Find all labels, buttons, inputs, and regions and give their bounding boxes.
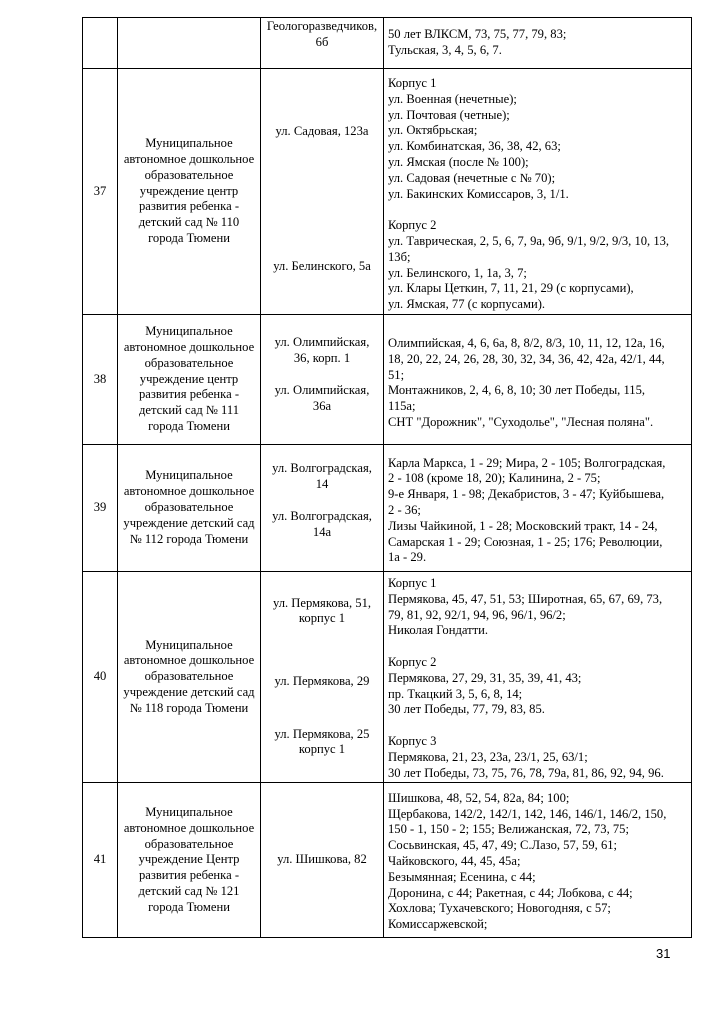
territory-line: Карла Маркса, 1 - 29; Мира, 2 - 105; Волгоградская, [388, 455, 666, 470]
territory-line: ул. Октябрьская; [388, 123, 478, 138]
territory-line: 51; [388, 367, 405, 382]
territory-line: Щербакова, 142/2, 142/1, 142, 146, 146/1, 146/2, 150, [388, 806, 667, 821]
territory-line: Чайковского, 44, 45, 45а; [388, 853, 521, 868]
address-item: ул. Пермякова, 51, корпус 1 [272, 595, 372, 626]
territory-cell [384, 571, 692, 782]
territory-line: 9-е Января, 1 - 98; Декабристов, 3 - 47; Куйбышева, [388, 487, 665, 502]
address-table [82, 17, 692, 938]
territory-line: 50 лет ВЛКСМ, 73, 75, 77, 79, 83; [388, 27, 567, 42]
address-item: ул. Олимпийская, 36, корп. 1 [274, 335, 370, 366]
territory-line: Корпус 3 [388, 733, 437, 748]
table-row [83, 314, 692, 444]
building-address [261, 69, 384, 315]
territory-line: Пермякова, 27, 29, 31, 35, 39, 41, 43; [388, 670, 582, 685]
territory-line: Самарская 1 - 29; Союзная, 1 - 25; 176; Революции, [388, 534, 663, 549]
organization-name [118, 18, 261, 69]
table-row [83, 69, 692, 315]
organization-name: Муниципальное автономное дошкольное образовательное учреждение центр развития ребенка - детский сад № 111 города Тюмени [118, 314, 261, 444]
territory-line: ул. Садовая (нечетные с № 70); [388, 170, 556, 185]
territory-line: Корпус 1 [388, 575, 437, 590]
territory-line: 79, 81, 92, 92/1, 94, 96, 96/1, 96/2; [388, 607, 566, 622]
territory-line: Тульская, 3, 4, 5, 6, 7. [388, 43, 502, 57]
address-item: ул. Белинского, 5а [273, 259, 371, 274]
territory-cell [384, 18, 692, 69]
address-item: ул. Садовая, 123а [275, 124, 369, 139]
territory-cell [384, 444, 692, 571]
territory-line: ул. Ямская (после № 100); [388, 154, 529, 169]
territory-line: Сосьвинская, 45, 47, 49; С.Лазо, 57, 59, 61; [388, 838, 618, 853]
building-address [261, 314, 384, 444]
territory-line: 2 - 36; [388, 503, 421, 518]
territory-line: Пермякова, 45, 47, 51, 53; Широтная, 65, 67, 69, 73, [388, 591, 663, 606]
territory-cell [384, 314, 692, 444]
territory-line: ул. Военная (нечетные); [388, 91, 517, 106]
territory-line: 30 лет Победы, 77, 79, 83, 85. [388, 702, 545, 717]
territory-line: пр. Ткацкий 3, 5, 6, 8, 14; [388, 686, 523, 701]
block-gap [388, 639, 687, 655]
territory-line: Монтажников, 2, 4, 6, 8, 10; 30 лет Победы, 115, [388, 383, 646, 398]
territory-line: Олимпийская, 4, 6, 6а, 8, 8/2, 8/3, 10, 11, 12, 12а, 16, [388, 336, 665, 351]
territory-line: Лизы Чайкиной, 1 - 28; Московский тракт, 14 - 24, [388, 518, 658, 533]
territory-line: Николая Гондатти. [388, 623, 489, 638]
building-address [261, 571, 384, 782]
row-number: 41 [83, 783, 118, 938]
territory-line: ул. Бакинских Комиссаров, 3, 1/1. [388, 186, 569, 201]
row-number [83, 18, 118, 69]
territory-line: Доронина, с 44; Ракетная, с 44; Лобкова, с 44; [388, 885, 633, 900]
territory-cell [384, 783, 692, 938]
territory-line: ул. Почтовая (четные); [388, 107, 510, 122]
territory-line: 2 - 108 (кроме 18, 20); Калинина, 2 - 75; [388, 471, 601, 486]
organization-name: Муниципальное автономное дошкольное образовательное учреждение детский сад № 118 города Тюмени [118, 571, 261, 782]
table-row [83, 571, 692, 782]
territory-line: Корпус 1 [388, 76, 437, 90]
territory-line: ул. Ямская, 77 (с корпусами). [388, 297, 546, 312]
territory-line: Комиссаржевской; [388, 917, 488, 932]
address-item: ул. Шишкова, 82 [277, 852, 367, 867]
territory-line: Шишкова, 48, 52, 54, 82а, 84; 100; [388, 790, 570, 805]
row-number: 40 [83, 571, 118, 782]
table-row [83, 783, 692, 938]
table-row [83, 444, 692, 571]
territory-line: 150 - 1, 150 - 2; 155; Велижанская, 72, 73, 75; [388, 822, 629, 837]
row-number: 38 [83, 314, 118, 444]
table-row [83, 18, 692, 69]
organization-name: Муниципальное автономное дошкольное образовательное учреждение центр развития ребенка - детский сад № 110 города Тюмени [118, 69, 261, 315]
building-address [261, 444, 384, 571]
territory-line: ул. Таврическая, 2, 5, 6, 7, 9а, 9б, 9/1, 9/2, 9/3, 10, 13, [388, 233, 670, 248]
territory-line: Корпус 2 [388, 218, 437, 233]
territory-line: 13б; [388, 249, 411, 264]
territory-line: 115а; [388, 399, 416, 414]
organization-name: Муниципальное автономное дошкольное образовательное учреждение Центр развития ребенка - детский сад № 121 города Тюмени [118, 783, 261, 938]
territory-line: Корпус 2 [388, 654, 437, 669]
address-item: ул. Волгоградская, 14а [272, 509, 372, 540]
territory-line: Хохлова; Тухачевского; Новогодняя, с 57; [388, 901, 611, 916]
territory-line: ул. Комбинатская, 36, 38, 42, 63; [388, 139, 561, 154]
territory-line: 1а - 29. [388, 550, 427, 565]
territory-line: 18, 20, 22, 24, 26, 28, 30, 32, 34, 36, 42, 42а, 42/1, 44, [388, 351, 665, 366]
territory-line: ул. Белинского, 1, 1а, 3, 7; [388, 265, 527, 280]
building-address [261, 18, 384, 69]
territory-line: 30 лет Победы, 73, 75, 76, 78, 79а, 81, 86, 92, 94, 96. [388, 765, 664, 780]
building-address [261, 783, 384, 938]
address-item: ул. Пермякова, 25 корпус 1 [274, 726, 370, 757]
address-item: ул. Волгоградская, 14 [272, 461, 372, 492]
row-number: 39 [83, 444, 118, 571]
row-number: 37 [83, 69, 118, 315]
territory-line: Пермякова, 21, 23, 23а, 23/1, 25, 63/1; [388, 749, 588, 764]
territory-line: ул. Клары Цеткин, 7, 11, 21, 29 (с корпусами), [388, 281, 634, 296]
territory-line: СНТ "Дорожник", "Суходолье", "Лесная поляна". [388, 415, 654, 430]
territory-line: Безымянная; Есенина, с 44; [388, 869, 536, 884]
organization-name: Муниципальное автономное дошкольное образовательное учреждение детский сад № 112 города Тюмени [118, 444, 261, 571]
address-item: ул. Пермякова, 29 [274, 673, 370, 688]
page-number: 31 [656, 946, 671, 961]
address-item: ул. Олимпийская, 36а [274, 383, 370, 414]
block-gap [388, 202, 687, 218]
block-gap [388, 718, 687, 734]
territory-cell [384, 69, 692, 315]
address-item: Геологоразведчиков, 6б [266, 19, 378, 49]
